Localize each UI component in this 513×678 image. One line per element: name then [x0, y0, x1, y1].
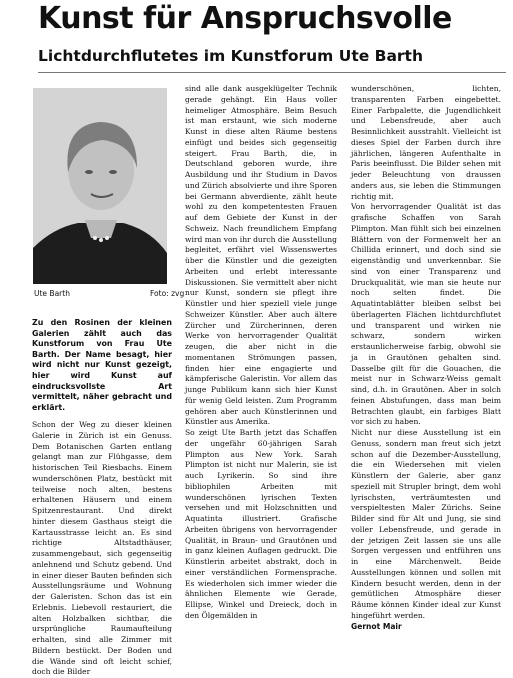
column-2 — [185, 84, 337, 622]
subheadline: Lichtdurchflutetes im Kunstforum Ute Barth — [38, 47, 423, 65]
body-paragraph: Von hervorragender Qualität ist das grafische Schaffen von Sarah Plimpton. Man fühlt sich bei einzelnen Blättern von der Formenwelt her an Chillida erinnert, und doch sind sie eigenständig und unverkennbar. Sie sind von einer Transparenz und Druckqualität, wie man sie heute nur noch selten findet. Die Aquatintablätter bleiben selbst bei überlagerten Flächen lichtdurchflutet und transparent und wirken nie schwarz, sondern wirken erstaunlicherweise farbig, obwohl sie ja in Grautönen gehalten sind. Dasselbe gilt für die Gouachen, die meist nur in Schwarz-Weiss gemalt sind, d.h. in Grautönen. Aber in solch feinen Abstufungen, dass man beim Betrachten glaubt, ein farbiges Blatt vor sich zu haben. — [351, 202, 501, 427]
photo-credit: Foto: zvg — [150, 289, 185, 298]
lead-paragraph: Zu den Rosinen der kleinen Galerien zählt auch das Kunstforum von Frau Ute Barth. Der Name besagt, hier wird nicht nur Kunst gezeigt, hier wird Kunst auf eindrucksvollste Art vermittelt, näher gebracht und erklärt. — [32, 318, 172, 412]
body-paragraph: wunderschönen, lichten, transparenten Farben eingebettet. Einer Farbpalette, die Jugendlichkeit und Lebensfreude, aber auch Besinnlichkeit ausstrahlt. Vielleicht ist dieses Spiel der Farben durch ihre jährlichen, längeren Aufenthalte in Paris beeinflusst. Die Bilder sehen mit jeder Beleuchtung von draussen anders aus, sie leben die Stimmungen richtig mit. — [351, 84, 501, 201]
body-paragraph: Schon der Weg zu dieser kleinen Galerie in Zürich ist ein Genuss. Dem Botanischen Garten entlang gelangt man zur Flühgasse, dem historischen Teil Riesbachs. Einem wunderschönen Platz, bestückt mit teilweise noch alten, bestens erhaltenen Häusern und einem Spitzenrestaurant. Und direkt hinter diesem Gasthaus steigt die Kartausstrasse leicht an. Es sind richtige Altstadthäuser, zusammengebaut, sich gegenseitig anlehnend und Schutz gebend. Und in einer dieser Bauten befinden sich Ausstellungsräume und Wohnung der Galeristen. Schon das ist ein Erlebnis. Liebevoll restauriert, die alten Holzbalken sichtbar, die ursprüngliche Raumaufteilung erhalten, sind alle Zimmer mit Bildern bestückt. Der Boden und die Wände sind oft leicht schief, doch die Bilder — [32, 420, 172, 677]
body-paragraph: sind alle dank ausgeklügelter Technik gerade gehängt. Ein Haus voller heimeliger Atmosphäre. Beim Besuch ist man erstaunt, wie sich moderne Kunst in diese alten Räume bestens einfügt und beides sich gegenseitig steigert. Frau Barth, die, in Deutschland geboren wurde, ihre Ausbildung und ihr Studium in Davos und Zürich absolvierte und ihre Sporen bei Germann abverdiente, zählt heute wohl zu den kompetentesten Frauen auf dem Gebiete der Kunst in der Schweiz. Nach freundlichem Empfang wird man von ihr durch die Ausstellung begleitet, erfährt viel Wissenswertes über die Künstler und die gezeigten Arbeiten und erlebt interessante Diskussionen. Sie vermittelt aber nicht nur Kunst, sondern sie pflegt ihre Künstler und hier speziell viele junge Schweizer Künstler. Aber auch ältere Zürcher und Zürcherinnen, deren Werke von hervorragender Qualität zeugen, die aber nicht in die momentanen Strömungen passen, finden hier eine engagierte und kämpferische Galeristin. Vor allem das junge Publikum kann sich hier Kunst für wenig Geld leisten. Zum Programm gehören aber auch Künstlerinnen und Künstler aus Amerika. — [185, 84, 337, 427]
headline: Kunst für Anspruchsvolle — [38, 1, 452, 36]
divider — [38, 72, 506, 73]
column-1 — [32, 420, 172, 678]
column-3 — [351, 84, 501, 632]
portrait-photo — [33, 88, 167, 284]
photo-caption: Ute Barth — [34, 289, 70, 298]
portrait-image-icon — [33, 88, 167, 284]
body-paragraph: So zeigt Ute Barth jetzt das Schaffen der ungefähr 60-jährigen Sarah Plimpton aus New York. Sarah Plimpton ist nicht nur Malerin, sie ist auch Lyrikerin. So sind ihre bibliophilen Arbeiten mit wunderschönen lyrischen Texten versehen und mit Holzschnitten und Aquatinta illustriert. Grafische Arbeiten übrigens von hervorragender Qualität, in Braun- und Grautönen und in ganz kleinen Auflagen gedruckt. Die Künstlerin arbeitet abstrakt, doch in einer verständlichen Formensprache. Es wiederholen sich immer wieder die ähnlichen Elemente wie Gerade, Ellipse, Winkel und Dreieck, doch in den Ölgemälden in — [185, 428, 337, 620]
author-byline: Gernot Mair — [351, 621, 402, 631]
body-paragraph: Nicht nur diese Ausstellung ist ein Genuss, sondern man freut sich jetzt schon auf die Dezember-Ausstellung, die ein Wiedersehen mit vielen Künstlern der Galerie, aber ganz speziell mit Strupler bringt, dem wohl lyrischsten, verträumtesten und verspieltesten Maler Zürichs. Seine Bilder sind für Alt und Jung, sie sind voller Lebensfreude, und gerade in der jetzigen Zeit lassen sie uns alle Sorgen vergessen und entführen uns in eine Märchenwelt. Beide Ausstellungen können und sollen mit Kindern besucht werden, denn in der gemütlichen Atmosphäre dieser Räume können Kinder ideal zur Kunst hingeführt werden. — [351, 428, 501, 620]
